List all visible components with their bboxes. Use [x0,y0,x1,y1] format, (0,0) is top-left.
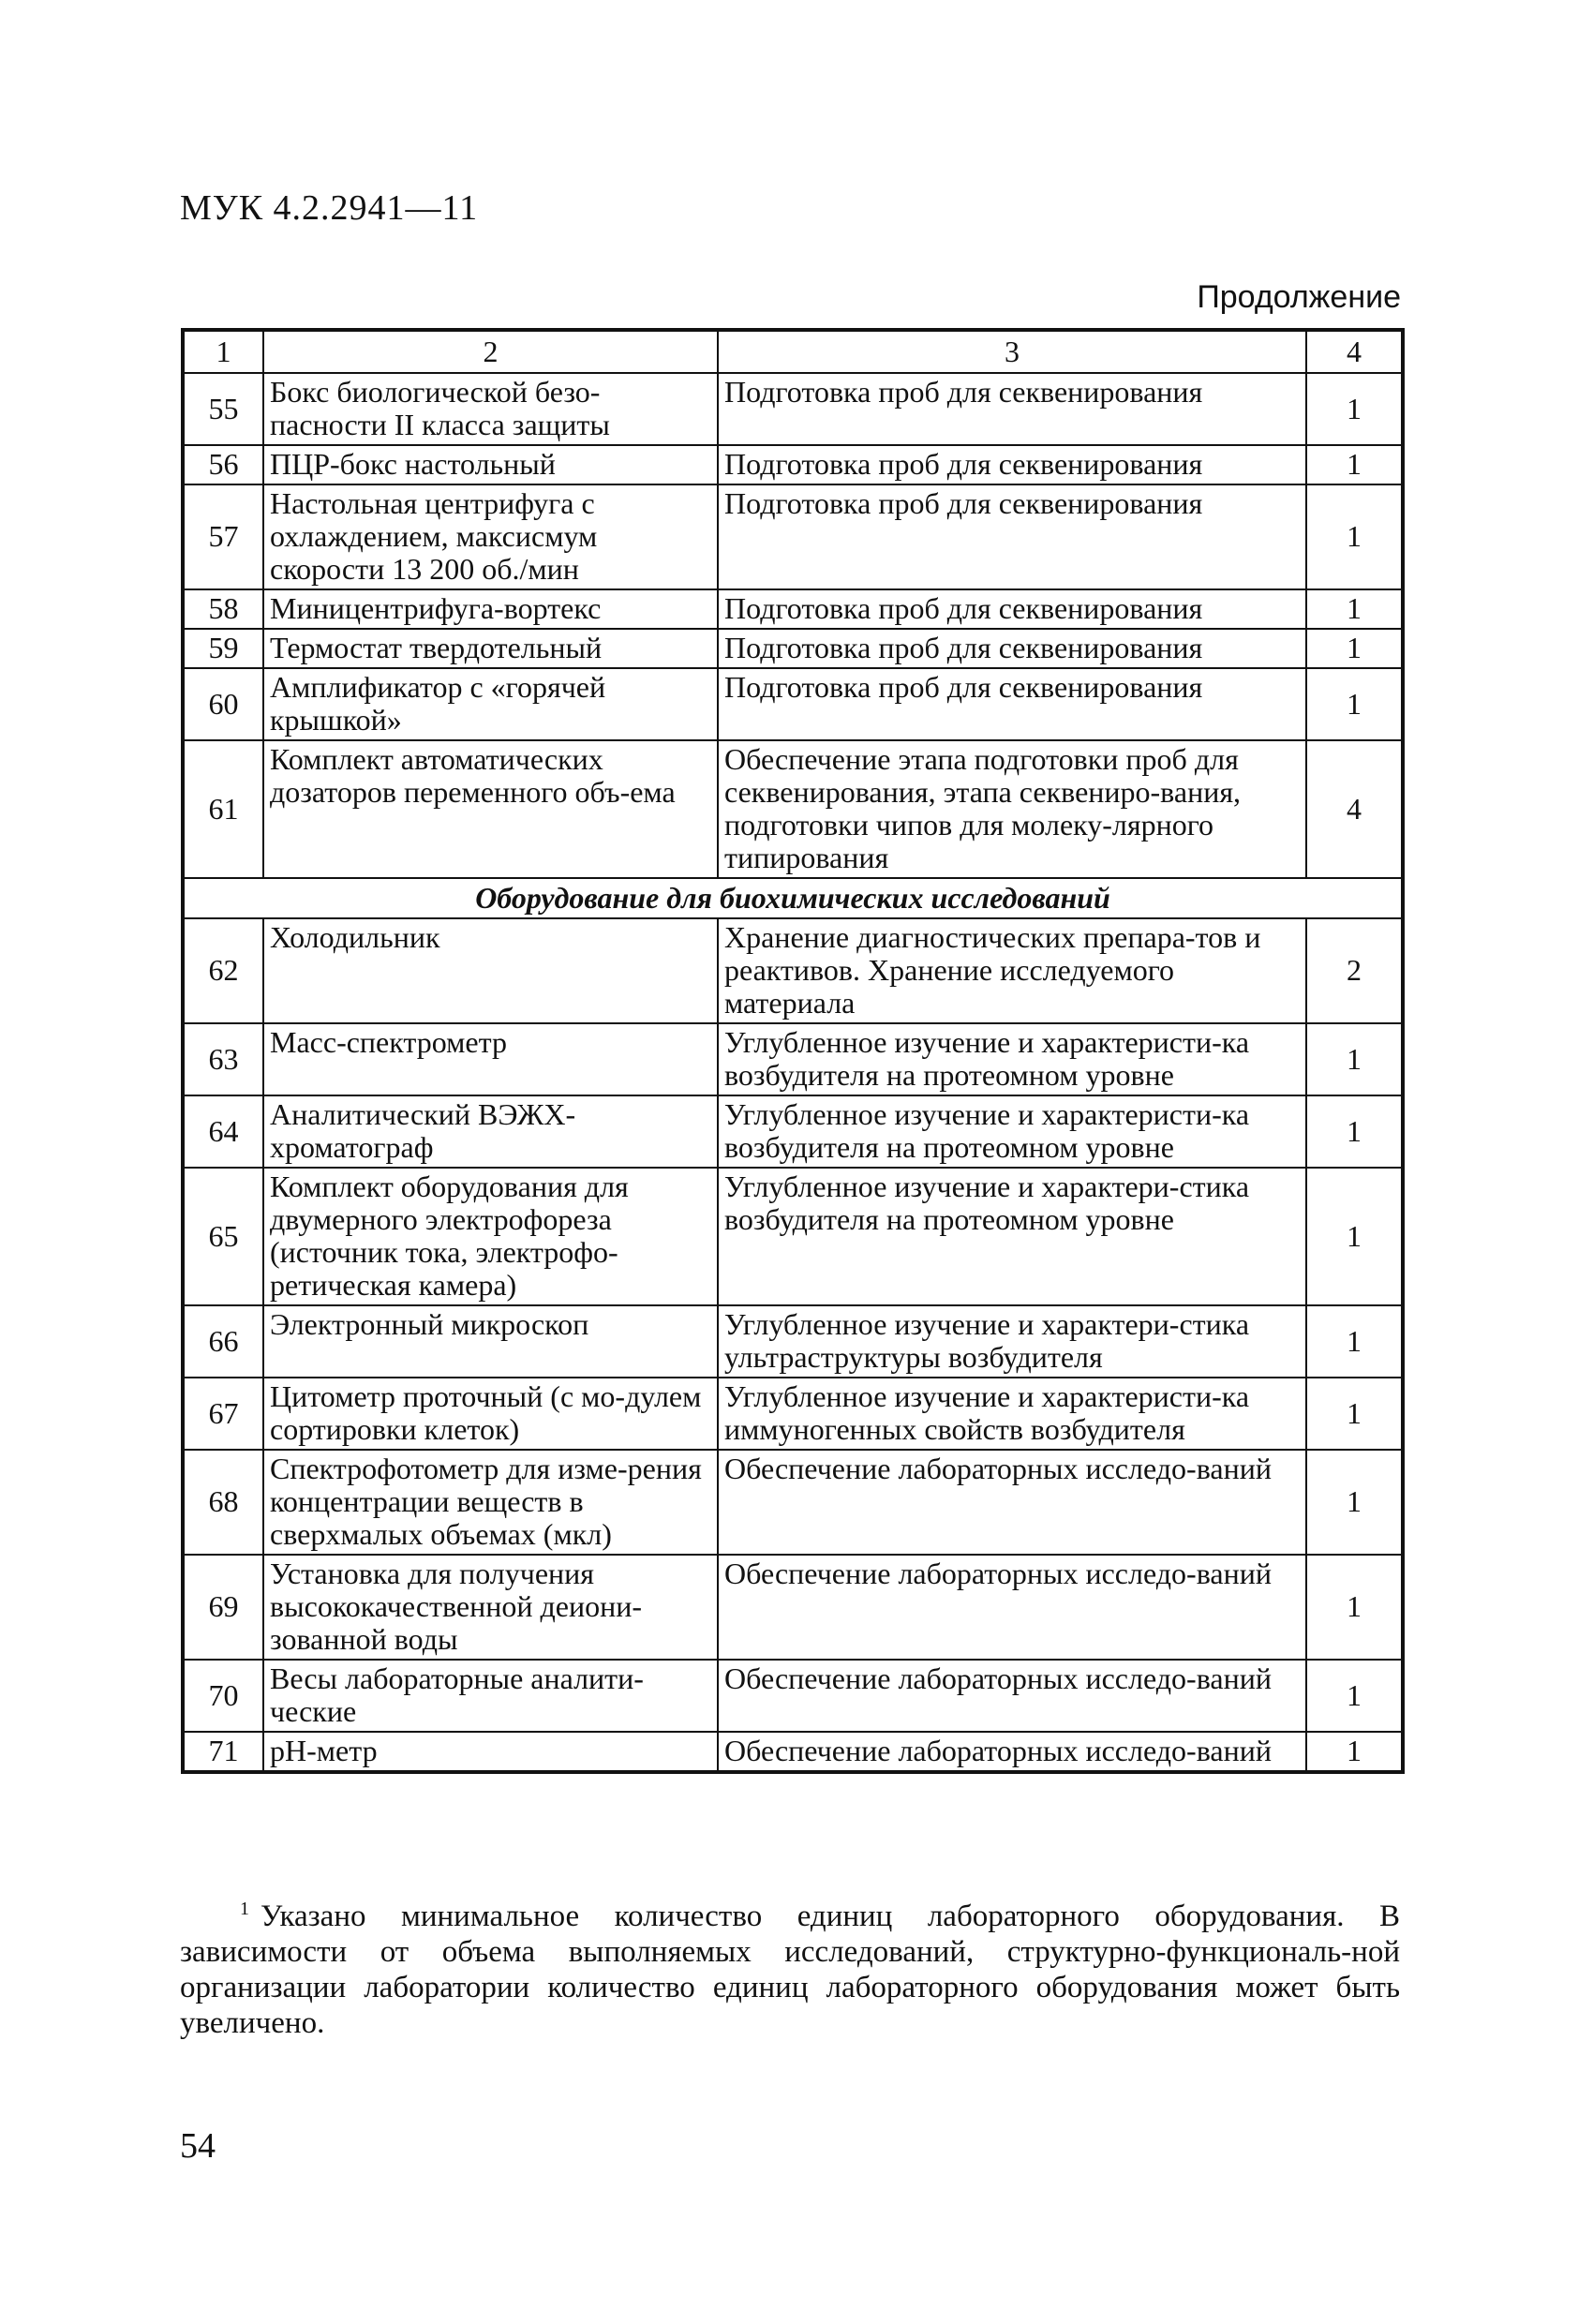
equipment-quantity: 1 [1306,373,1403,445]
equipment-quantity: 1 [1306,1168,1403,1305]
table-row [183,1660,1403,1732]
column-header: 2 [263,330,718,373]
continuation-label: Продолжение [1197,279,1401,315]
row-number: 65 [183,1168,263,1305]
equipment-purpose: Обеспечение лабораторных исследо-ваний [718,1660,1306,1732]
table-row [183,1023,1403,1095]
equipment-purpose: Хранение диагностических препара-тов и реактивов. Хранение исследуемого материала [718,918,1306,1023]
table-row [183,589,1403,629]
equipment-name: Весы лабораторные аналити-ческие [263,1660,718,1732]
row-number: 62 [183,918,263,1023]
section-title: Оборудование для биохимических исследований [183,878,1403,918]
table-body-biochemical [183,918,1403,1772]
equipment-quantity: 1 [1306,1305,1403,1378]
column-header: 3 [718,330,1306,373]
equipment-name: Цитометр проточный (с мо-дулем сортировки клеток) [263,1378,718,1450]
footnote [180,1891,1400,2041]
equipment-name: Миницентрифуга-вортекс [263,589,718,629]
column-header: 4 [1306,330,1403,373]
table-row [183,1095,1403,1168]
row-number: 64 [183,1095,263,1168]
equipment-quantity: 1 [1306,589,1403,629]
page-number: 54 [180,2126,216,2166]
equipment-purpose: Подготовка проб для секвенирования [718,589,1306,629]
table-row [183,629,1403,668]
equipment-purpose: Подготовка проб для секвенирования [718,445,1306,484]
table-row [183,1732,1403,1772]
equipment-quantity: 4 [1306,740,1403,878]
equipment-name: Комплект оборудования для двумерного электрофореза (источник тока, электрофо-ретическая камера) [263,1168,718,1305]
equipment-name: Электронный микроскоп [263,1305,718,1378]
table-row [183,484,1403,589]
row-number: 63 [183,1023,263,1095]
table-row [183,1305,1403,1378]
equipment-name: Комплект автоматических дозаторов переменного объ-ема [263,740,718,878]
table-row [183,1555,1403,1660]
row-number: 67 [183,1378,263,1450]
row-number: 58 [183,589,263,629]
row-number: 70 [183,1660,263,1732]
table-body-molecular [183,373,1403,878]
row-number: 59 [183,629,263,668]
table-row [183,445,1403,484]
row-number: 61 [183,740,263,878]
equipment-quantity: 1 [1306,1450,1403,1555]
equipment-quantity: 1 [1306,668,1403,740]
equipment-purpose: Подготовка проб для секвенирования [718,484,1306,589]
footnote-text: Указано минимальное количество единиц лабораторного оборудования. В зависимости от объема выполняемых исследований, структурно-функциональ-ной организации лаборатории количество единиц лабораторного оборудования может быть увеличено. [180,1899,1400,2040]
table-section [183,878,1403,918]
row-number: 69 [183,1555,263,1660]
equipment-purpose: Углубленное изучение и характеристи-ка возбудителя на протеомном уровне [718,1023,1306,1095]
equipment-purpose: Углубленное изучение и характеристи-ка возбудителя на протеомном уровне [718,1095,1306,1168]
row-number: 57 [183,484,263,589]
section-row [183,878,1403,918]
row-number: 71 [183,1732,263,1772]
equipment-purpose: Обеспечение лабораторных исследо-ваний [718,1450,1306,1555]
table-row [183,373,1403,445]
table-row [183,1168,1403,1305]
equipment-name: Бокс биологической безо-пасности II класса защиты [263,373,718,445]
row-number: 55 [183,373,263,445]
equipment-purpose: Подготовка проб для секвенирования [718,668,1306,740]
table-row [183,1378,1403,1450]
table-header-row [183,330,1403,373]
equipment-name: Установка для получения высококачественной деиони-зованной воды [263,1555,718,1660]
equipment-quantity: 1 [1306,1378,1403,1450]
equipment-name: ПЦР-бокс настольный [263,445,718,484]
table-row [183,740,1403,878]
table-row [183,1450,1403,1555]
equipment-quantity: 2 [1306,918,1403,1023]
equipment-name: Термостат твердотельный [263,629,718,668]
equipment-name: Холодильник [263,918,718,1023]
table-row [183,918,1403,1023]
equipment-name: Спектрофотометр для изме-рения концентрации веществ в сверхмалых объемах (мкл) [263,1450,718,1555]
footnote-marker: 1 [240,1899,249,1919]
equipment-quantity: 1 [1306,629,1403,668]
document-code: МУК 4.2.2941—11 [180,188,479,228]
equipment-quantity: 1 [1306,484,1403,589]
equipment-name: Настольная центрифуга с охлаждением, максисмум скорости 13 200 об./мин [263,484,718,589]
row-number: 68 [183,1450,263,1555]
row-number: 66 [183,1305,263,1378]
row-number: 60 [183,668,263,740]
equipment-purpose: Углубленное изучение и характеристи-ка иммуногенных свойств возбудителя [718,1378,1306,1450]
equipment-quantity: 1 [1306,1095,1403,1168]
equipment-quantity: 1 [1306,1660,1403,1732]
equipment-name: Амплификатор с «горячей крышкой» [263,668,718,740]
equipment-purpose: Подготовка проб для секвенирования [718,373,1306,445]
equipment-table [181,328,1405,1774]
column-header: 1 [183,330,263,373]
equipment-purpose: Углубленное изучение и характери-стика ультраструктуры возбудителя [718,1305,1306,1378]
equipment-purpose: Обеспечение лабораторных исследо-ваний [718,1555,1306,1660]
equipment-purpose: Обеспечение лабораторных исследо-ваний [718,1732,1306,1772]
equipment-quantity: 1 [1306,1732,1403,1772]
equipment-name: Аналитический ВЭЖХ-хроматограф [263,1095,718,1168]
equipment-quantity: 1 [1306,1023,1403,1095]
equipment-name: Масс-спектрометр [263,1023,718,1095]
table-row [183,668,1403,740]
equipment-name: рН-метр [263,1732,718,1772]
row-number: 56 [183,445,263,484]
equipment-quantity: 1 [1306,1555,1403,1660]
equipment-purpose: Обеспечение этапа подготовки проб для секвенирования, этапа секвениро-вания, подготовки чипов для молеку-лярного типирования [718,740,1306,878]
equipment-quantity: 1 [1306,445,1403,484]
equipment-purpose: Подготовка проб для секвенирования [718,629,1306,668]
equipment-purpose: Углубленное изучение и характери-стика возбудителя на протеомном уровне [718,1168,1306,1305]
